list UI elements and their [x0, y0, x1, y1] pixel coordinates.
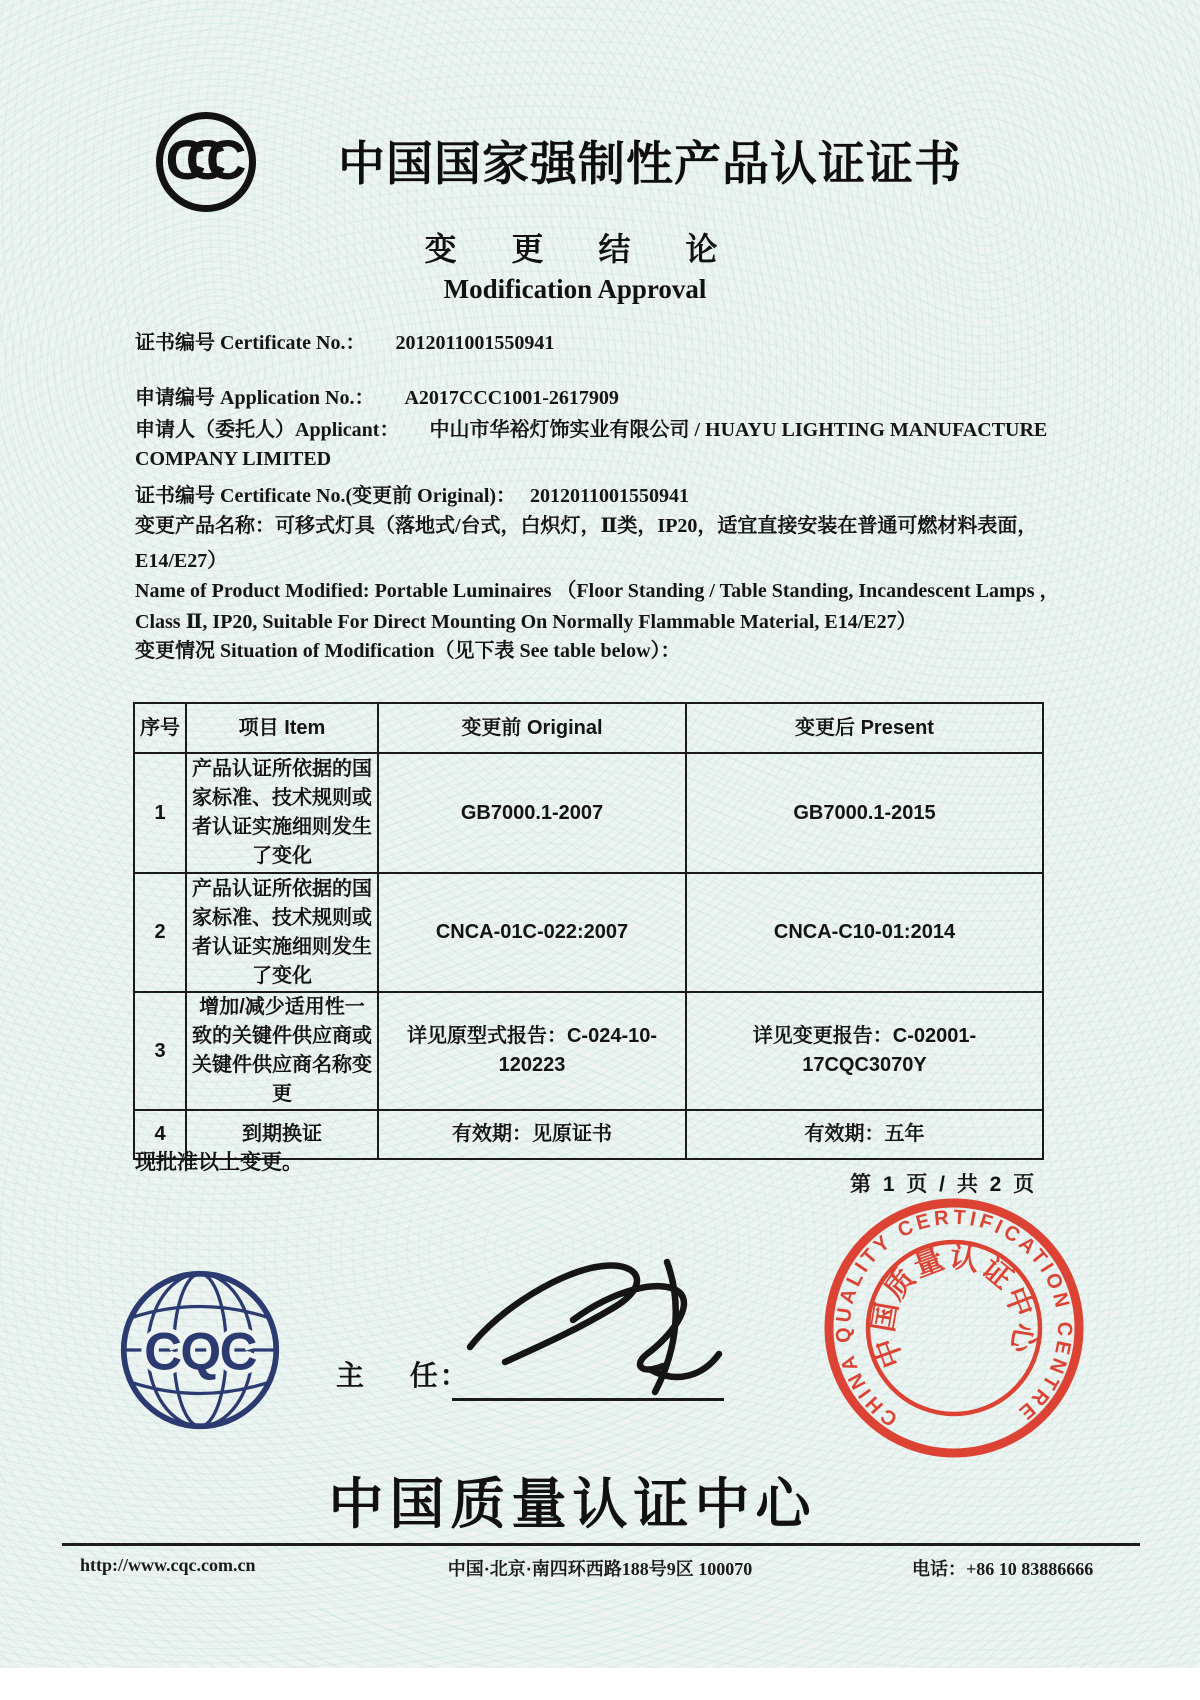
subtitle-english: Modification Approval: [443, 274, 707, 304]
ccc-logo-icon: [156, 112, 256, 212]
director-label: 主 任：: [336, 1360, 470, 1391]
cell-no: 2: [134, 873, 186, 992]
page-indicator: 第 1 页 / 共 2 页: [850, 1173, 1038, 1196]
product-name-cn-line-2: E14/E27）: [135, 550, 228, 572]
footer-website: http://www.cqc.com.cn: [80, 1555, 256, 1575]
seal-outer-text: CHINA QUALITY CERTIFICATION CENTRE: [831, 1205, 1077, 1431]
applicant-label: 申请人（委托人）Applicant：: [135, 419, 400, 441]
certificate-no-line: [135, 326, 554, 355]
cell-present: GB7000.1-2015: [686, 753, 1043, 873]
cell-present: CNCA-C10-01:2014: [686, 873, 1043, 992]
cell-item: 增加/减少适用性一致的关键件供应商或关键件供应商名称变更: [186, 992, 378, 1110]
cell-present: 有效期：五年: [686, 1110, 1043, 1159]
situation-label: 变更情况 Situation of Modification（见下表 See table below）：: [135, 640, 681, 662]
application-no-label: 申请编号 Application No.：: [135, 387, 375, 409]
certificate-title: 中国国家强制性产品认证证书: [338, 137, 962, 190]
cell-no: 1: [134, 753, 186, 873]
table-row: [134, 873, 1043, 992]
col-header-item: 项目 Item: [186, 703, 378, 753]
col-header-original: 变更前 Original: [378, 703, 686, 753]
product-name-en-line-1: Name of Product Modified: Portable Luminaires （Floor Standing / Table Standing, Incandescent Lamps ，: [135, 580, 1060, 602]
certificate-no-value: 2012011001550941: [395, 332, 555, 354]
col-header-present: 变更后 Present: [686, 703, 1043, 753]
cell-no: 4: [134, 1110, 186, 1159]
col-header-no: 序号: [134, 703, 186, 753]
signature-underline: [452, 1398, 724, 1401]
cell-present: 详见变更报告：C-02001-17CQC3070Y: [686, 992, 1043, 1110]
ccc-logo-text: CCC: [165, 127, 227, 191]
applicant-value: 中山市华裕灯饰实业有限公司 / HUAYU LIGHTING MANUFACTURE: [429, 419, 1048, 441]
table-row: [134, 753, 1043, 873]
cell-original: GB7000.1-2007: [378, 753, 686, 873]
modification-table: [133, 702, 1044, 1160]
director-signature: [455, 1242, 745, 1402]
subtitle-chinese: 变 更 结 论: [424, 231, 726, 267]
footer-divider: [62, 1543, 1140, 1546]
seal-inner-text: 中国质量认证中心: [867, 1241, 1041, 1372]
cell-item: 产品认证所依据的国家标准、技术规则或者认证实施细则发生了变化: [186, 873, 378, 992]
cqc-logo-text: CQC: [144, 1322, 256, 1382]
application-no-value: A2017CCC1001-2617909: [404, 387, 619, 409]
cell-original: CNCA-01C-022:2007: [378, 873, 686, 992]
original-cert-line: [135, 479, 689, 508]
organization-name: 中国质量认证中心: [328, 1473, 817, 1535]
footer-phone: 电话：+86 10 83886666: [912, 1559, 1094, 1579]
cell-item: 到期换证: [186, 1110, 378, 1159]
applicant-line-2: COMPANY LIMITED: [135, 448, 332, 470]
cell-no: 3: [134, 992, 186, 1110]
approval-note: 现批准以上变更。: [135, 1151, 303, 1174]
original-cert-value: 2012011001550941: [530, 485, 689, 507]
product-name-cn-line-1: 变更产品名称：可移式灯具（落地式/台式，白炽灯，Ⅱ类，IP20，适宜直接安装在普通可燃材料表面，: [135, 515, 1038, 537]
cqc-red-seal: [818, 1192, 1090, 1464]
certificate-no-label: 证书编号 Certificate No.：: [135, 332, 366, 354]
cell-item: 产品认证所依据的国家标准、技术规则或者认证实施细则发生了变化: [186, 753, 378, 873]
footer-address: 中国·北京·南四环西路188号9区 100070: [447, 1559, 753, 1579]
table-header-row: [134, 703, 1043, 753]
original-cert-label: 证书编号 Certificate No.(变更前 Original)：: [135, 485, 517, 507]
cell-original: 有效期：见原证书: [378, 1110, 686, 1159]
table-row: [134, 992, 1043, 1110]
svg-text:中国质量认证中心: [867, 1241, 1042, 1373]
product-name-en-line-2: Class Ⅱ, IP20, Suitable For Direct Mounting On Normally Flammable Material, E14/E27）: [135, 611, 917, 633]
application-no-line: [135, 381, 619, 410]
cell-original: 详见原型式报告：C-024-10-120223: [378, 992, 686, 1110]
cqc-globe-logo-icon: [118, 1268, 282, 1432]
applicant-line: [135, 413, 1047, 442]
